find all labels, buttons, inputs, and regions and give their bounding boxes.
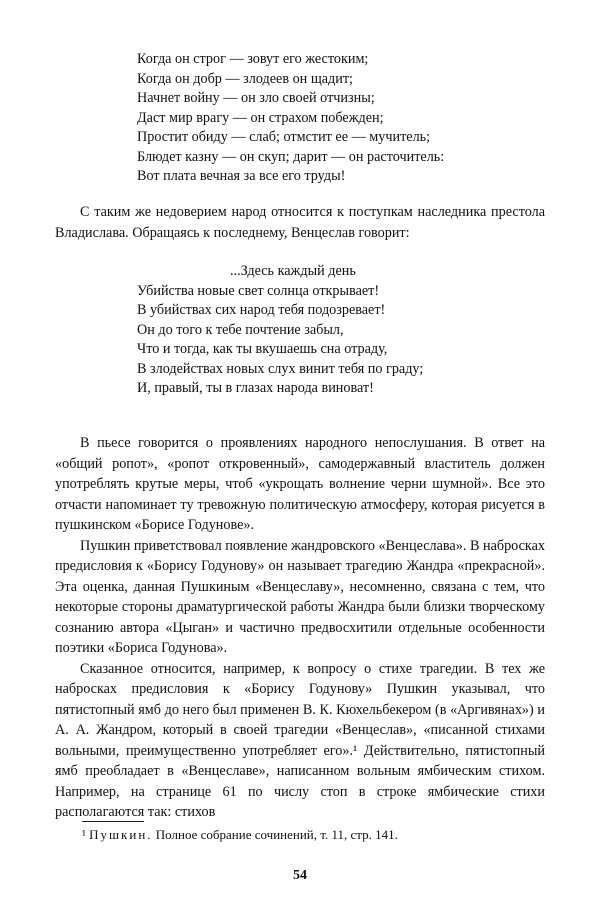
paragraph: В пьесе говорится о проявлениях народного непослушания. В ответ на «общий ропот», «ропот откровенный», самодержавный властитель должен употреблять крутые меры, чтоб «укрощать волнение черни шумной». Все это отчасти напоминает ту тревожную политическую атмосферу, которая рисуется в пушкинском «Борисе Годунове». (55, 435, 545, 533)
verse-quote-1 (137, 50, 444, 187)
verse-line: В убийствах сих народ тебя подозревает! (137, 302, 386, 318)
verse-line: Убийства новые свет солнца открывает! (137, 282, 380, 299)
footnote-marker: ¹ (82, 827, 86, 842)
footnote (82, 827, 398, 843)
verse-line: Блюдет казну — он скуп; дарит — он расточитель: (137, 148, 445, 165)
prose-block-2 (55, 433, 545, 823)
verse-line: И, правый, ты в глазах народа виноват! (137, 380, 374, 396)
footnote-divider (82, 821, 144, 822)
verse-line: Начнет войну — он зло своей отчизны; (137, 90, 375, 106)
footnote-text: Полное собрание сочинений, т. 11, стр. 141. (155, 827, 398, 842)
footnote-author: Пушкин. (89, 827, 153, 842)
verse-line: Он до того к тебе почтение забыл, (137, 321, 344, 338)
prose-block-1 (55, 202, 545, 243)
verse-line: Когда он строг — зовут его жестоким; (137, 51, 369, 67)
paragraph: Пушкин приветствовал появление жандровского «Венцеслава». В набросках предисловия к «Борису Годунову» он называет трагедию Жандра «прекрасной». Эта оценка, данная Пушкиным «Венцеславу», несомненно, связана с тем, что некоторые стороны драматургической работы Жандра были близки творческому сознанию автора «Цыган» и частично предвосхитили отдельные особенности поэтики «Бориса Годунова». (55, 537, 545, 656)
paragraph: Сказанное относится, например, к вопросу о стихе трагедии. В тех же набросках предисловия к «Борису Годунову» Пушкин указывал, что пятистопный ямб до него был применен В. К. Кюхельбекером (в «Аргивянах») и А. А. Жандром, который в своей трагедии «Венцеслав», «писанной стихами вольными, преимущественно употребляет его».¹ Действительно, пятистопный ямб преобладает в «Венцеславе», написанном вольным ямбическим стихом. Например, на странице 61 по числу стоп в строке ямбические стихи располагаются так: стихов (55, 660, 545, 820)
verse-line: ...Здесь каждый день (230, 263, 356, 279)
verse-line: В злодействах новых слух винит тебя по граду; (137, 360, 424, 377)
page-number: 54 (293, 868, 307, 883)
verse-line: Когда он добр — злодеев он щадит; (137, 70, 353, 87)
paragraph: С таким же недоверием народ относится к поступкам наследника престола Владислава. Обращаясь к последнему, Венцеслав говорит: (55, 204, 545, 241)
verse-line: Вот плата вечная за все его труды! (137, 168, 346, 184)
verse-quote-2 (137, 262, 423, 399)
verse-line: Что и тогда, как ты вкушаешь сна отраду, (137, 341, 388, 357)
verse-line: Даст мир врагу — он страхом побежден; (137, 109, 384, 126)
verse-line: Простит обиду — слаб; отмстит ее — мучитель; (137, 129, 431, 145)
